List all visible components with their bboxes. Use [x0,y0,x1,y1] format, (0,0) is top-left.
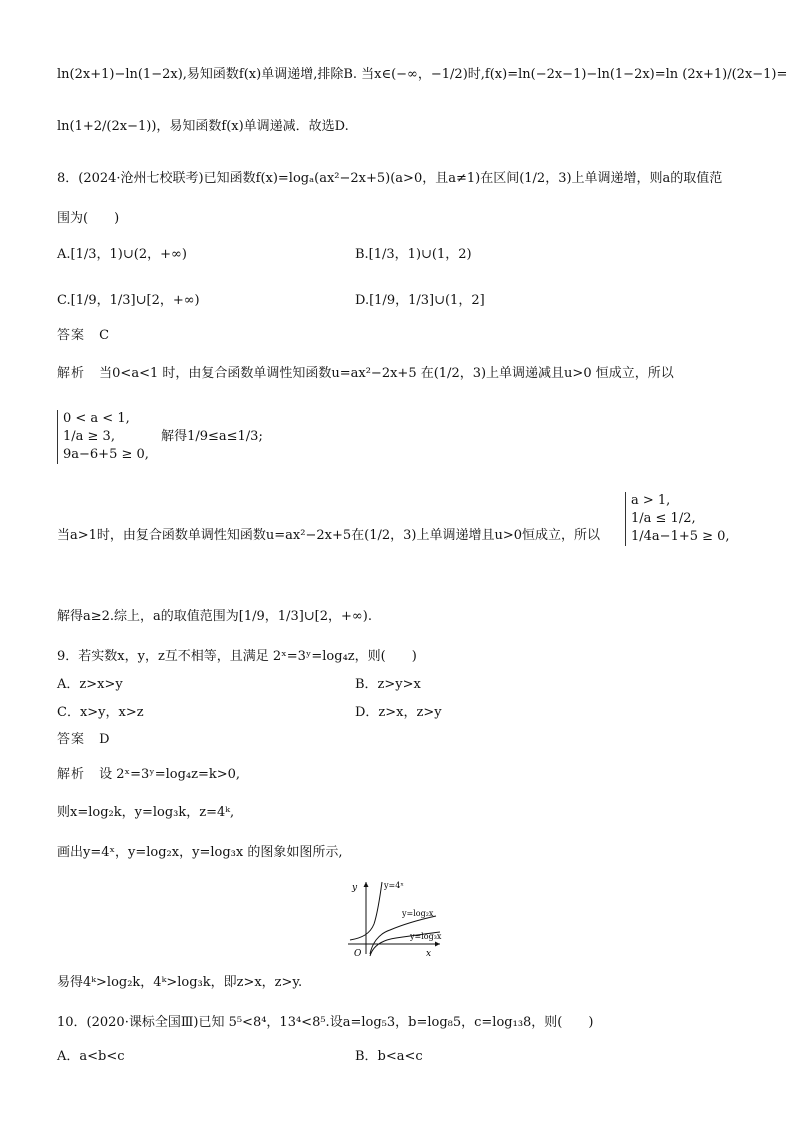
solution-label: 解析 [57,366,86,381]
question-8-option-b: B.[1/3，1)∪(1，2) [355,247,472,262]
system-1 [57,410,263,464]
curve-log3-label: y=log₃x [410,932,442,941]
curve-4x-label: y=4ˣ [384,881,404,890]
question-8-option-a: A.[1/3，1)∪(2，+∞) [57,247,187,262]
question-9-option-a: A．z>x>y [57,677,123,692]
question-8-option-c: C.[1/9，1/3]∪[2，+∞) [57,293,200,308]
function-graph [340,876,460,960]
system-2-row-3: 1/4a−1+5 ≥ 0, [631,529,730,544]
continued-solution-line-1: ln(2x+1)−ln(1−2x),易知函数f(x)单调递增,排除B. 当x∈(−∞，−1/2)时,f(x)=ln(−2x−1)−ln(1−2x)=ln (2x+1)/(2x−1)= [57,67,788,82]
solution-label: 解析 [57,767,86,782]
question-8-stem-cont: 围为( ) [57,211,120,226]
question-9-solution-2: 则x=log₂k，y=log₃k，z=4ᵏ, [57,805,235,820]
system-1-row-2: 1/a ≥ 3, [63,429,115,444]
answer-label: 答案 [57,732,86,747]
question-10-stem: 10．(2020·课标全国Ⅲ)已知 5⁵<8⁴，13⁴<8⁵.设a=log₅3，b=log₈5，c=log₁₃8，则( ) [57,1015,594,1030]
x-axis-arrow [435,942,440,947]
question-8-solution-3: 解得a≥2.综上，a的取值范围为[1/9，1/3]∪[2，+∞). [57,609,372,624]
y-axis-arrow [364,882,369,887]
origin-label: O [354,949,362,959]
question-8-answer [57,327,109,345]
question-8-solution-2: 当a>1时，由复合函数单调性知函数u=ax²−2x+5在(1/2，3)上单调递增且u>0恒成立，所以 [57,528,601,543]
answer-value: D [99,732,110,747]
curve-log2-label: y=log₂x [402,909,434,918]
question-10-option-b: B．b<a<c [355,1049,423,1064]
system-2-row-2: 1/a ≤ 1/2, [631,511,696,526]
question-8-solution-1 [57,365,674,383]
question-9-answer [57,731,110,749]
system-2-row-1: a > 1, [631,493,671,508]
x-axis-label: x [426,949,432,959]
solution-text: 当0<a<1 时，由复合函数单调性知函数u=ax²−2x+5 在(1/2，3)上单调递减且u>0 恒成立，所以 [99,366,674,381]
question-8-stem: 8．(2024·沧州七校联考)已知函数f(x)=logₐ(ax²−2x+5)(a>0，且a≠1)在区间(1/2，3)上单调递增，则a的取值范 [57,171,723,186]
question-9-option-b: B．z>y>x [355,677,421,692]
continued-solution-line-2: ln(1+2/(2x−1))，易知函数f(x)单调递减．故选D. [57,119,349,134]
system-1-result: 解得1/9≤a≤1/3; [161,429,263,444]
system-1-row-1: 0 < a < 1, [63,411,130,426]
solution-text: 设 2ˣ=3ʸ=log₄z=k>0, [99,767,241,782]
question-9-option-c: C．x>y，x>z [57,705,144,720]
question-9-solution-4: 易得4ᵏ>log₂k，4ᵏ>log₃k，即z>x，z>y. [57,975,303,990]
question-9-solution-1 [57,766,240,784]
y-axis-label: y [352,883,358,893]
question-9-stem: 9．若实数x，y，z互不相等，且满足 2ˣ=3ʸ=log₄z，则( ) [57,649,417,664]
answer-label: 答案 [57,328,86,343]
question-9-solution-3: 画出y=4ˣ，y=log₂x，y=log₃x 的图象如图所示, [57,845,343,860]
system-2-brace [625,492,730,546]
answer-value: C [99,328,110,343]
question-10-option-a: A．a<b<c [57,1049,125,1064]
system-1-row-3: 9a−6+5 ≥ 0, [63,447,149,462]
system-1-brace [57,410,149,464]
question-8-option-d: D.[1/9，1/3]∪(1，2] [355,293,485,308]
question-9-option-d: D．z>x，z>y [355,705,442,720]
